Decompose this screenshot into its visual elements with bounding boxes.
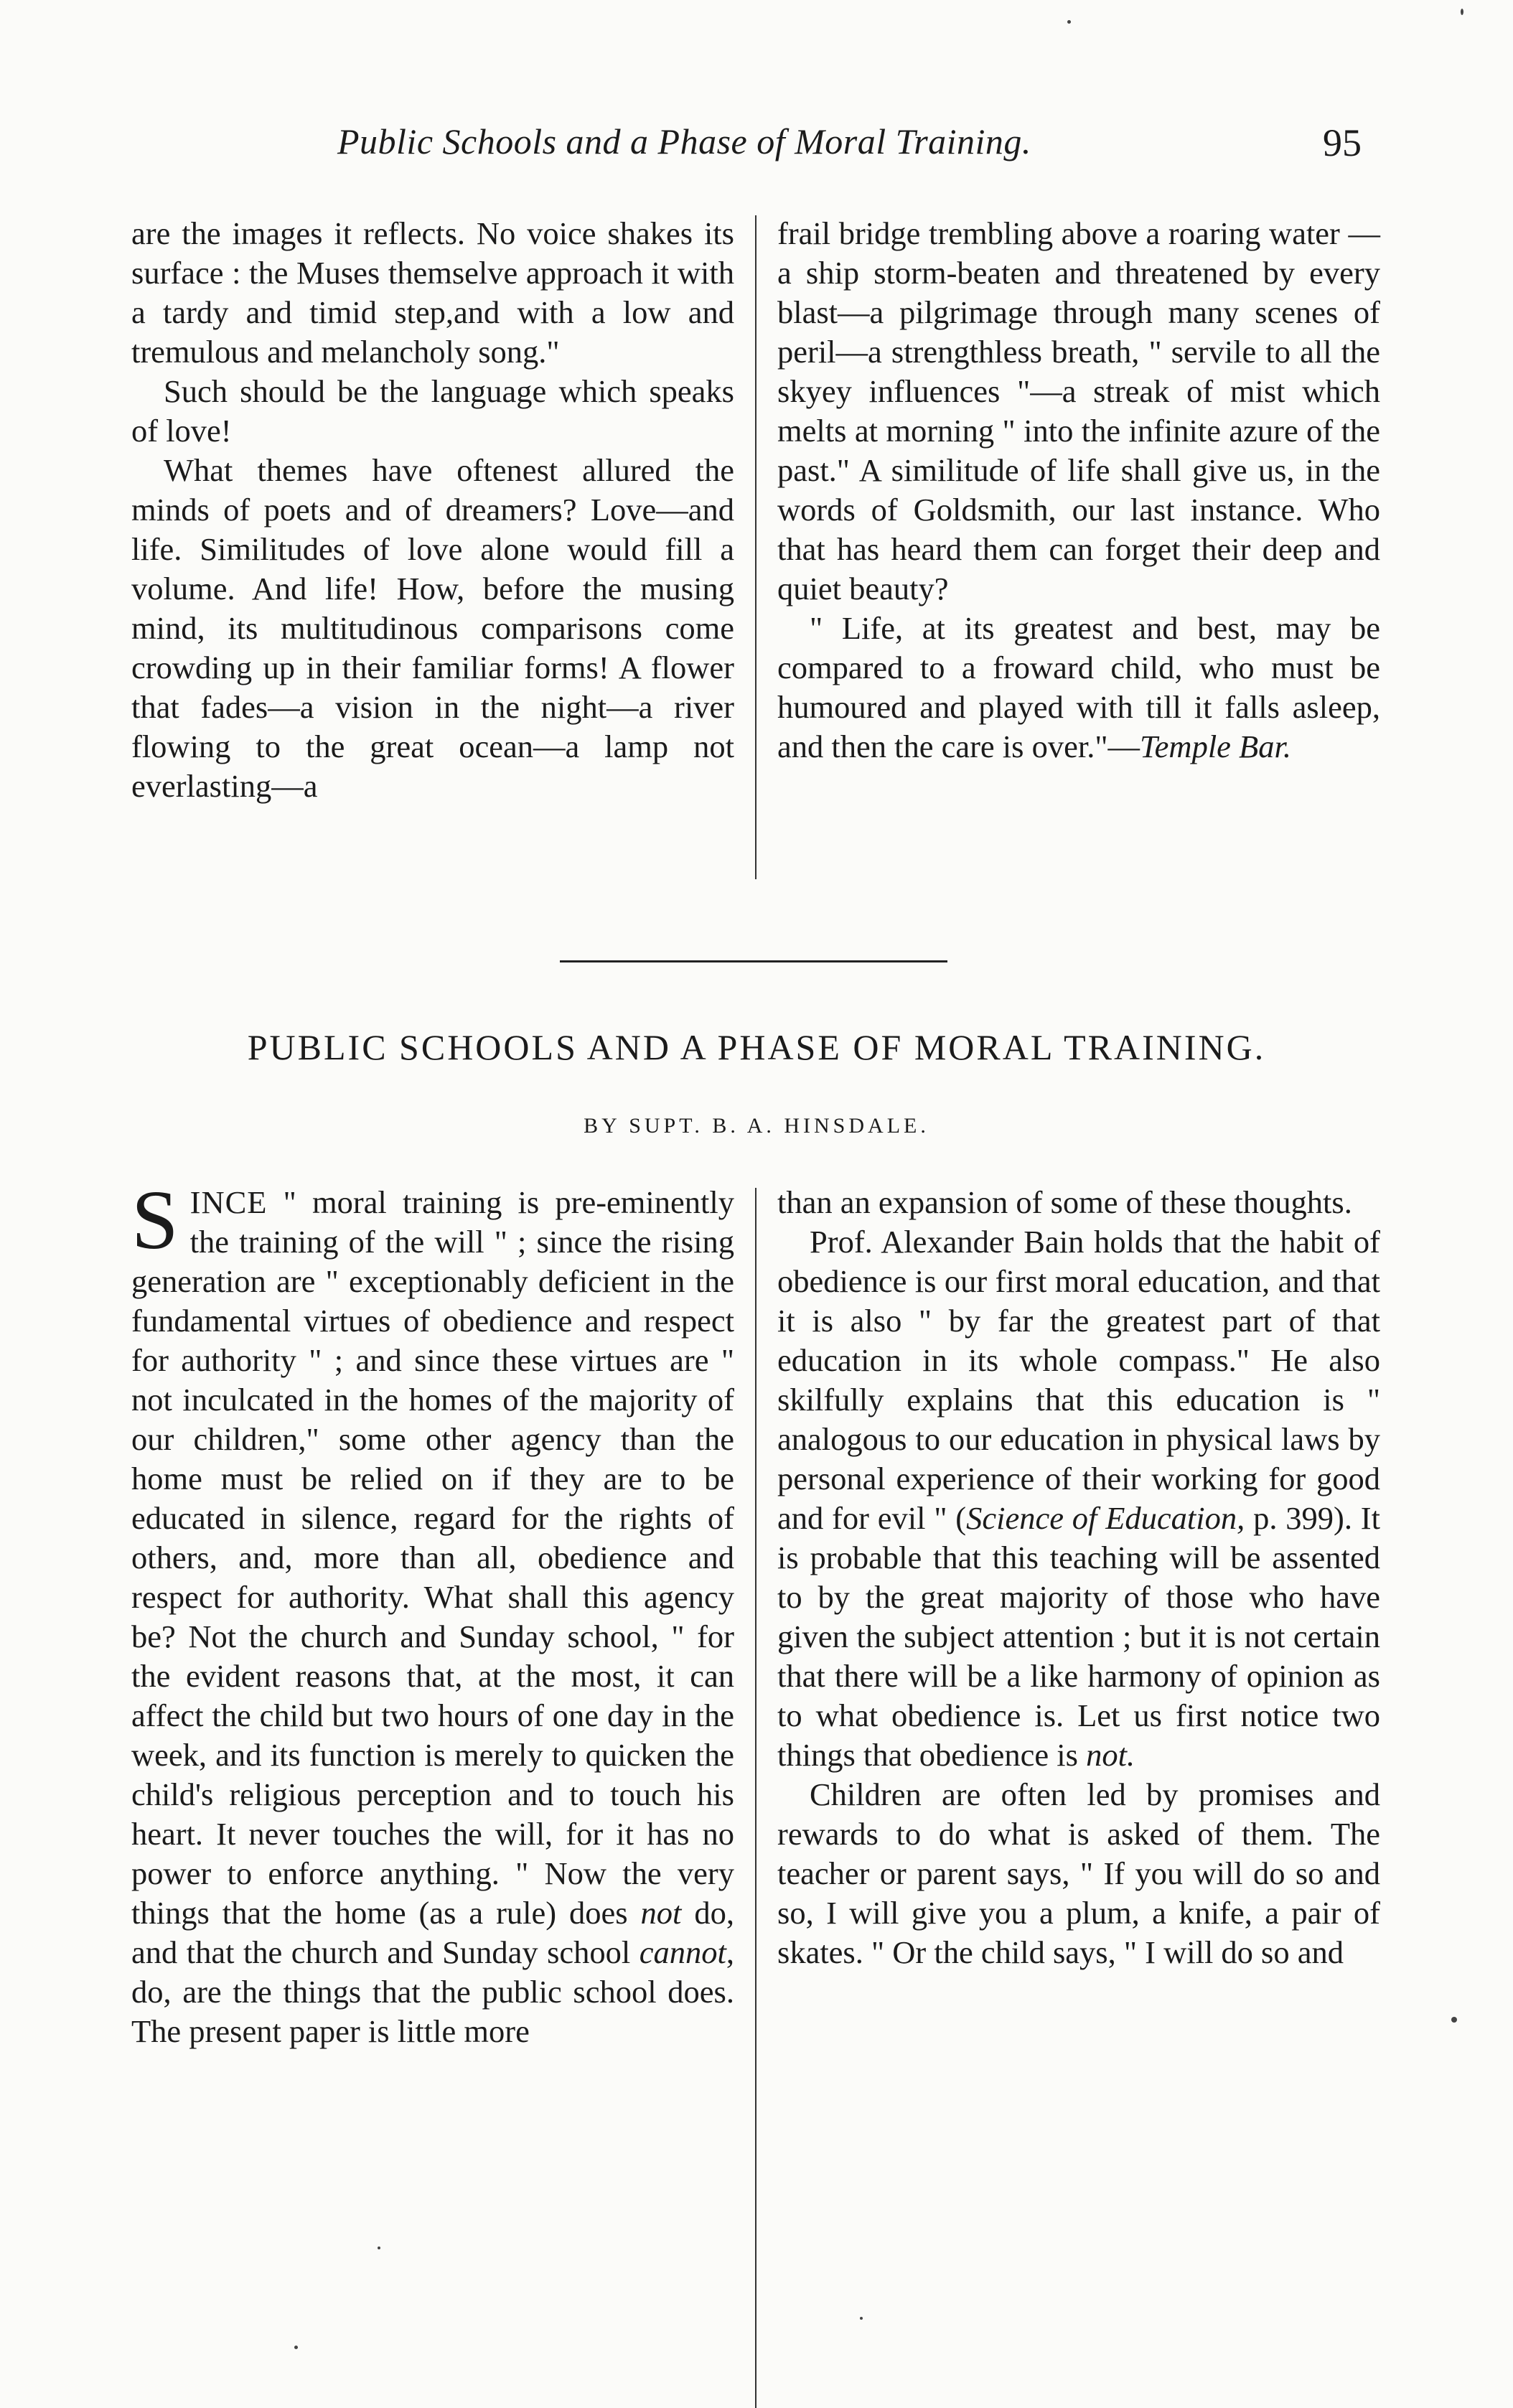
continued-text-right-column — [777, 214, 1380, 767]
column-rule — [755, 1188, 756, 2408]
ink-speck — [294, 2346, 298, 2349]
quote-text: " Life, at its greatest and best, may be compared to a froward child, who must be humoured and played with till it falls asleep, and then the care is over."— — [777, 610, 1380, 764]
section-divider — [560, 960, 947, 962]
ink-speck — [860, 2317, 863, 2320]
text-run: do, and that the church and Sunday school — [131, 1895, 734, 1970]
emphasis: cannot — [639, 1934, 726, 1970]
running-title: Public Schools and a Phase of Moral Training. — [337, 121, 1031, 161]
page-number: 95 — [1323, 121, 1362, 164]
ink-speck — [378, 2247, 380, 2249]
continued-text-left-column — [131, 214, 734, 806]
text-run: p. 399). It is probable that this teaching will be assented to by the great majority of those who have given the subject attention ; but it is not certain that there will be a like harmony of opinion as to what obedience is. Let us first notice two things that obedience is — [777, 1500, 1380, 1773]
source-citation: Temple Bar. — [1140, 729, 1291, 764]
paragraph: Children are often led by promises and rewards to do what is asked of them. The teacher or parent says, " If you will do so and so, I will give you a plum, a knife, a pair of skates. " Or the child says, " I will do so and — [777, 1776, 1380, 1970]
paragraph: than an expansion of some of these thoughts. — [777, 1184, 1352, 1220]
ink-speck — [1461, 9, 1463, 15]
text-run: Prof. Alexander Bain holds that the habit of obedience is our first moral education, and that it is also " by far the greatest part of that education in its whole compass." He also skilfully explains that this education is " analogous to our education in physical laws by personal experience of their working for good and for evil " ( — [777, 1224, 1380, 1536]
book-title: Science of Education, — [966, 1500, 1245, 1536]
ink-speck — [1451, 2017, 1457, 2023]
emphasis: not — [640, 1895, 682, 1931]
article-byline: BY SUPT. B. A. HINSDALE. — [584, 1114, 929, 1138]
paragraph — [777, 1222, 1380, 1775]
column-rule — [755, 215, 756, 879]
paragraph: are the images it reflects. No voice shakes its surface : the Muses themselve approach it with a tardy and timid step,and with a low and tremulous and melancholy song." — [131, 215, 734, 370]
paragraph — [131, 1173, 735, 2051]
paragraph: Such should be the language which speaks of love! — [131, 373, 734, 449]
emphasis: not. — [1086, 1737, 1135, 1773]
article-right-column — [777, 1183, 1380, 1972]
paragraph: What themes have oftenest allured the minds of poets and of dreamers? Love—and life. Similitudes of love alone would fill a volume. And life! How, before the musing mind, its multitudinous comparisons come crowding up in their familiar forms! A flower that fades—a vision in the night—a river flowing to the great ocean—a lamp not everlasting—a — [131, 452, 734, 804]
text-run: " moral training is pre-eminently the training of the will " ; since the rising generation are " exceptionably deficient in the fundamental virtues of obedience and respect for authority " ; and since these virtues are " not inculcated in the homes of the majority of our children," some other agency than the home must be relied on if they are to be educated in silence, regard for the rights of others, and, more than all, obedience and respect for authority. What shall this agency be? Not the church and Sunday school, " for the evident reasons that, at the most, it can affect the child but two hours of one day in the week, and its function is merely to quicken the child's religious perception and to touch his heart. It never touches the will, for it has no power to enforce anything. " Now the very things that the home (as a rule) does — [131, 1184, 735, 1931]
text-run: , do, are the things that the public school does. The present paper is little more — [131, 1934, 734, 2049]
paragraph: frail bridge trembling above a roaring water — a ship storm-beaten and threatened by every blast—a pilgrimage through many scenes of peril—a strengthless breath, " servile to all the skyey influences "—a streak of mist which melts at morning " into the infinite azure of the past." A similitude of life shall give us, in the words of Goldsmith, our last instance. Who that has heard them can forget their deep and quiet beauty? — [777, 215, 1380, 606]
drop-cap: S — [131, 1173, 179, 1267]
article-left-column — [131, 1173, 735, 2051]
first-word: INCE — [189, 1184, 268, 1220]
ink-speck — [1067, 20, 1071, 24]
article-title: PUBLIC SCHOOLS AND A PHASE OF MORAL TRAINING. — [247, 1027, 1266, 1067]
paragraph — [777, 609, 1380, 767]
